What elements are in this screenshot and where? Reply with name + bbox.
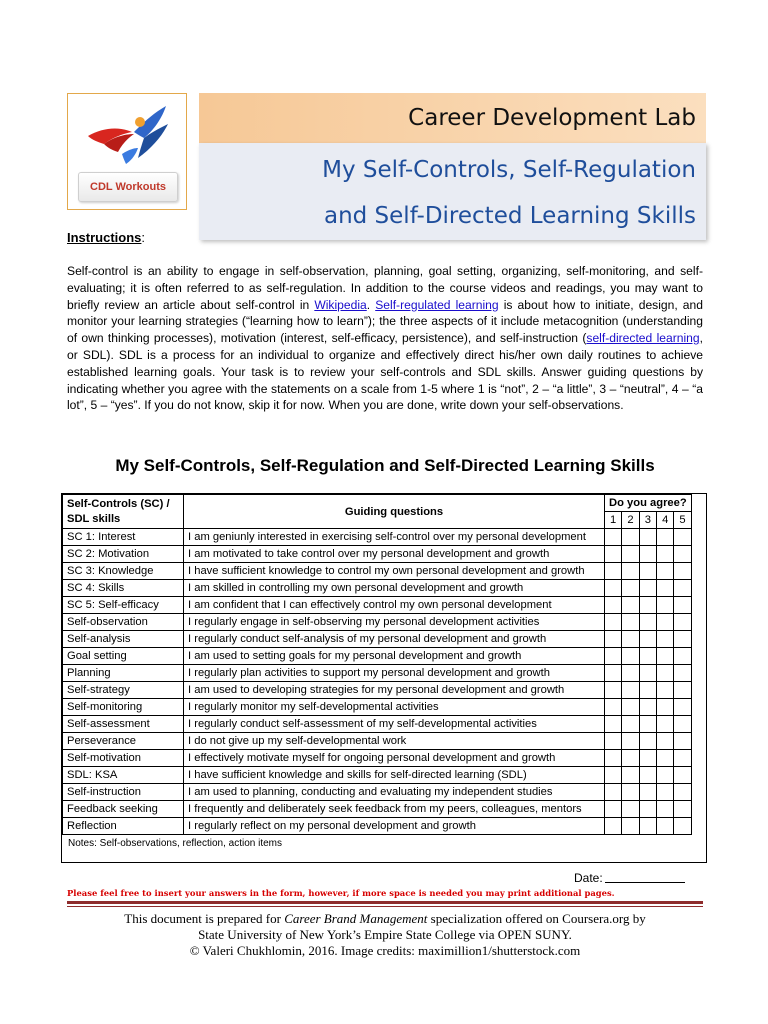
skill-cell: SC 1: Interest	[63, 529, 184, 546]
table-row	[63, 665, 692, 682]
lab-title: Career Development Lab	[199, 93, 706, 143]
rating-cell-4[interactable]	[657, 733, 674, 750]
rating-cell-1[interactable]	[605, 529, 622, 546]
skill-cell: Goal setting	[63, 648, 184, 665]
rating-cell-3[interactable]	[639, 750, 656, 767]
rating-cell-2[interactable]	[622, 801, 639, 818]
cdl-logo	[67, 93, 187, 210]
notes-label: Notes: Self-observations, reflection, action items	[68, 838, 282, 849]
skill-cell: Perseverance	[63, 733, 184, 750]
instructions-text: Self-control is an ability to engage in self-observation, planning, goal setting, organizing, self-monitoring, and self-evaluating; it is often referred to as self-regulation. In addition to the course videos and readings, you may want to briefly review an article about self-control in Wikipedia. Self-regulated learning is about how to initiate, design, and monitor your learning strategies (“learning how to learn”); the three aspects of it include metacognition (understanding of own thinking processes), motivation (interest, self-efficacy, persistence), and self-instruction (self-directed learning, or SDL). SDL is a process for an individual to organize and effectively direct his/her own daily routines to achieve established learning goals. Your task is to review your self-controls and SDL skills. Answer guiding questions by indicating whether you agree with the statements on a scale from 1-5 where 1 is “not”, 2 – “a little”, 3 – “neutral”, 4 – “a lot”, 5 – “yes”. If you do not know, skip it for now. When you are done, write down your self-observations.	[67, 264, 703, 413]
page-title-line2: and Self-Directed Learning Skills	[323, 203, 696, 229]
rating-cell-4[interactable]	[657, 546, 674, 563]
rating-cell-2[interactable]	[622, 648, 639, 665]
question-cell: I am used to planning, conducting and evaluating my independent studies	[184, 784, 605, 801]
rating-cell-2[interactable]	[622, 767, 639, 784]
question-cell: I regularly plan activities to support my personal development and growth	[184, 665, 605, 682]
rating-cell-3[interactable]	[639, 648, 656, 665]
rating-cell-3[interactable]	[639, 597, 656, 614]
rating-cell-2[interactable]	[622, 818, 639, 835]
rating-cell-2[interactable]	[622, 580, 639, 597]
agree-column-header: Do you agree?	[605, 495, 692, 512]
rating-cell-3[interactable]	[639, 818, 656, 835]
rating-cell-2[interactable]	[622, 546, 639, 563]
table-row	[63, 631, 692, 648]
skill-cell: Self-strategy	[63, 682, 184, 699]
rating-cell-3[interactable]	[639, 529, 656, 546]
table-row	[63, 767, 692, 784]
skills-table	[62, 494, 692, 835]
skill-cell: SC 3: Knowledge	[63, 563, 184, 580]
rating-cell-2[interactable]	[622, 529, 639, 546]
table-row	[63, 580, 692, 597]
rating-cell-1[interactable]	[605, 597, 622, 614]
rating-cell-2[interactable]	[622, 716, 639, 733]
table-row	[63, 648, 692, 665]
table-row	[63, 801, 692, 818]
question-cell: I am confident that I can effectively control my own personal development	[184, 597, 605, 614]
rating-cell-1[interactable]	[605, 682, 622, 699]
rating-cell-5[interactable]	[674, 665, 691, 682]
rating-cell-5[interactable]	[674, 546, 691, 563]
rating-cell-5[interactable]	[674, 563, 691, 580]
question-cell: I do not give up my self-developmental work	[184, 733, 605, 750]
rating-cell-4[interactable]	[657, 580, 674, 597]
question-cell: I regularly reflect on my personal development and growth	[184, 818, 605, 835]
self-regulated-learning-link[interactable]: Self-regulated learning	[375, 297, 499, 312]
skills-column-header: Self-Controls (SC) / SDL skills	[63, 495, 184, 529]
skill-cell: Reflection	[63, 818, 184, 835]
rating-cell-1[interactable]	[605, 716, 622, 733]
rating-cell-4[interactable]	[657, 801, 674, 818]
rating-cell-5[interactable]	[674, 784, 691, 801]
scale-header-3: 3	[639, 512, 656, 529]
rating-cell-2[interactable]	[622, 597, 639, 614]
rating-cell-3[interactable]	[639, 801, 656, 818]
question-cell: I am skilled in controlling my own personal development and growth	[184, 580, 605, 597]
rating-cell-4[interactable]	[657, 767, 674, 784]
table-row	[63, 529, 692, 546]
rating-cell-2[interactable]	[622, 682, 639, 699]
rating-cell-3[interactable]	[639, 733, 656, 750]
rating-cell-3[interactable]	[639, 614, 656, 631]
skill-cell: SDL: KSA	[63, 767, 184, 784]
skill-cell: Self-analysis	[63, 631, 184, 648]
print-note: Please feel free to insert your answers in the form, however, if more space is needed you may print additional pages.	[67, 888, 615, 898]
date-input-line[interactable]	[605, 870, 685, 883]
rating-cell-4[interactable]	[657, 597, 674, 614]
question-cell: I effectively motivate myself for ongoing personal development and growth	[184, 750, 605, 767]
rating-cell-5[interactable]	[674, 580, 691, 597]
question-cell: I regularly conduct self-assessment of my self-developmental activities	[184, 716, 605, 733]
rating-cell-1[interactable]	[605, 614, 622, 631]
rating-cell-3[interactable]	[639, 631, 656, 648]
rating-cell-1[interactable]	[605, 563, 622, 580]
rating-cell-4[interactable]	[657, 818, 674, 835]
question-cell: I am used to setting goals for my personal development and growth	[184, 648, 605, 665]
rating-cell-4[interactable]	[657, 563, 674, 580]
rating-cell-4[interactable]	[657, 716, 674, 733]
skill-cell: SC 5: Self-efficacy	[63, 597, 184, 614]
footer-line2: State University of New York’s Empire State College via OPEN SUNY.	[198, 927, 572, 942]
table-row	[63, 614, 692, 631]
rating-cell-5[interactable]	[674, 682, 691, 699]
rating-cell-1[interactable]	[605, 665, 622, 682]
footer	[67, 911, 703, 959]
skill-cell: Self-instruction	[63, 784, 184, 801]
rating-cell-5[interactable]	[674, 750, 691, 767]
table-row	[63, 818, 692, 835]
question-cell: I regularly conduct self-analysis of my personal development and growth	[184, 631, 605, 648]
table-row	[63, 597, 692, 614]
rating-cell-1[interactable]	[605, 546, 622, 563]
table-title: My Self-Controls, Self-Regulation and Self-Directed Learning Skills	[115, 456, 655, 475]
rating-cell-4[interactable]	[657, 665, 674, 682]
scale-header-4: 4	[657, 512, 674, 529]
rating-cell-2[interactable]	[622, 614, 639, 631]
skill-cell: Feedback seeking	[63, 801, 184, 818]
rating-cell-3[interactable]	[639, 699, 656, 716]
skill-cell: Self-observation	[63, 614, 184, 631]
rating-cell-4[interactable]	[657, 750, 674, 767]
rating-cell-1[interactable]	[605, 801, 622, 818]
skill-cell: SC 4: Skills	[63, 580, 184, 597]
rating-cell-1[interactable]	[605, 733, 622, 750]
rating-cell-5[interactable]	[674, 631, 691, 648]
rating-cell-4[interactable]	[657, 682, 674, 699]
rating-cell-5[interactable]	[674, 529, 691, 546]
rating-cell-1[interactable]	[605, 750, 622, 767]
rating-cell-4[interactable]	[657, 699, 674, 716]
question-cell: I have sufficient knowledge to control my own personal development and growth	[184, 563, 605, 580]
rating-cell-3[interactable]	[639, 716, 656, 733]
rating-cell-1[interactable]	[605, 818, 622, 835]
table-row	[63, 546, 692, 563]
wikipedia-link[interactable]: Wikipedia	[314, 297, 367, 312]
question-cell: I frequently and deliberately seek feedback from my peers, colleagues, mentors	[184, 801, 605, 818]
page-title	[199, 143, 706, 240]
skill-cell: Self-monitoring	[63, 699, 184, 716]
table-row	[63, 699, 692, 716]
rating-cell-3[interactable]	[639, 563, 656, 580]
rating-cell-3[interactable]	[639, 665, 656, 682]
rating-cell-2[interactable]	[622, 699, 639, 716]
rating-cell-1[interactable]	[605, 784, 622, 801]
skill-cell: Planning	[63, 665, 184, 682]
question-cell: I am used to developing strategies for my personal development and growth	[184, 682, 605, 699]
instructions-heading: Instructions:	[67, 230, 146, 245]
rating-cell-5[interactable]	[674, 597, 691, 614]
rating-cell-2[interactable]	[622, 750, 639, 767]
rating-cell-1[interactable]	[605, 648, 622, 665]
scale-header-2: 2	[622, 512, 639, 529]
rating-cell-3[interactable]	[639, 546, 656, 563]
runner-logo-icon	[82, 102, 174, 168]
table-row	[63, 784, 692, 801]
rating-cell-4[interactable]	[657, 648, 674, 665]
page-title-line1: My Self-Controls, Self-Regulation	[322, 157, 696, 183]
skill-cell: Self-motivation	[63, 750, 184, 767]
rating-cell-2[interactable]	[622, 563, 639, 580]
table-row	[63, 750, 692, 767]
self-directed-learning-link[interactable]: self-directed learning	[586, 331, 700, 346]
skills-table-frame	[61, 493, 707, 863]
questions-column-header: Guiding questions	[184, 495, 605, 529]
cdl-workouts-button[interactable]: CDL Workouts	[78, 172, 178, 202]
rating-cell-1[interactable]	[605, 767, 622, 784]
rating-cell-1[interactable]	[605, 631, 622, 648]
footer-line3: © Valeri Chukhlomin, 2016. Image credits: maximillion1/shutterstock.com	[189, 943, 581, 958]
rating-cell-3[interactable]	[639, 580, 656, 597]
table-row	[63, 682, 692, 699]
table-row	[63, 563, 692, 580]
rating-cell-1[interactable]	[605, 699, 622, 716]
rating-cell-5[interactable]	[674, 801, 691, 818]
rating-cell-4[interactable]	[657, 614, 674, 631]
table-row	[63, 733, 692, 750]
rating-cell-3[interactable]	[639, 682, 656, 699]
footer-line1: This document is prepared for Career Brand Management specialization offered on Coursera.org by	[124, 911, 646, 926]
rating-cell-1[interactable]	[605, 580, 622, 597]
skill-cell: SC 2: Motivation	[63, 546, 184, 563]
rating-cell-2[interactable]	[622, 733, 639, 750]
scale-header-1: 1	[605, 512, 622, 529]
rating-cell-2[interactable]	[622, 631, 639, 648]
rating-cell-4[interactable]	[657, 784, 674, 801]
date-field[interactable]: Date:	[574, 869, 685, 883]
rating-cell-2[interactable]	[622, 784, 639, 801]
rating-cell-5[interactable]	[674, 733, 691, 750]
scale-header-5: 5	[674, 512, 691, 529]
footer-divider-thick	[67, 901, 703, 904]
rating-cell-4[interactable]	[657, 529, 674, 546]
table-row	[63, 716, 692, 733]
rating-cell-3[interactable]	[639, 784, 656, 801]
rating-cell-3[interactable]	[639, 767, 656, 784]
question-cell: I am geniunly interested in exercising self-control over my personal development	[184, 529, 605, 546]
question-cell: I am motivated to take control over my personal development and growth	[184, 546, 605, 563]
rating-cell-4[interactable]	[657, 631, 674, 648]
rating-cell-5[interactable]	[674, 767, 691, 784]
question-cell: I regularly engage in self-observing my personal development activities	[184, 614, 605, 631]
question-cell: I regularly monitor my self-developmental activities	[184, 699, 605, 716]
rating-cell-5[interactable]	[674, 699, 691, 716]
skill-cell: Self-assessment	[63, 716, 184, 733]
rating-cell-5[interactable]	[674, 648, 691, 665]
rating-cell-5[interactable]	[674, 614, 691, 631]
footer-divider-thin	[67, 906, 703, 907]
rating-cell-2[interactable]	[622, 665, 639, 682]
question-cell: I have sufficient knowledge and skills for self-directed learning (SDL)	[184, 767, 605, 784]
rating-cell-5[interactable]	[674, 716, 691, 733]
rating-cell-5[interactable]	[674, 818, 691, 835]
